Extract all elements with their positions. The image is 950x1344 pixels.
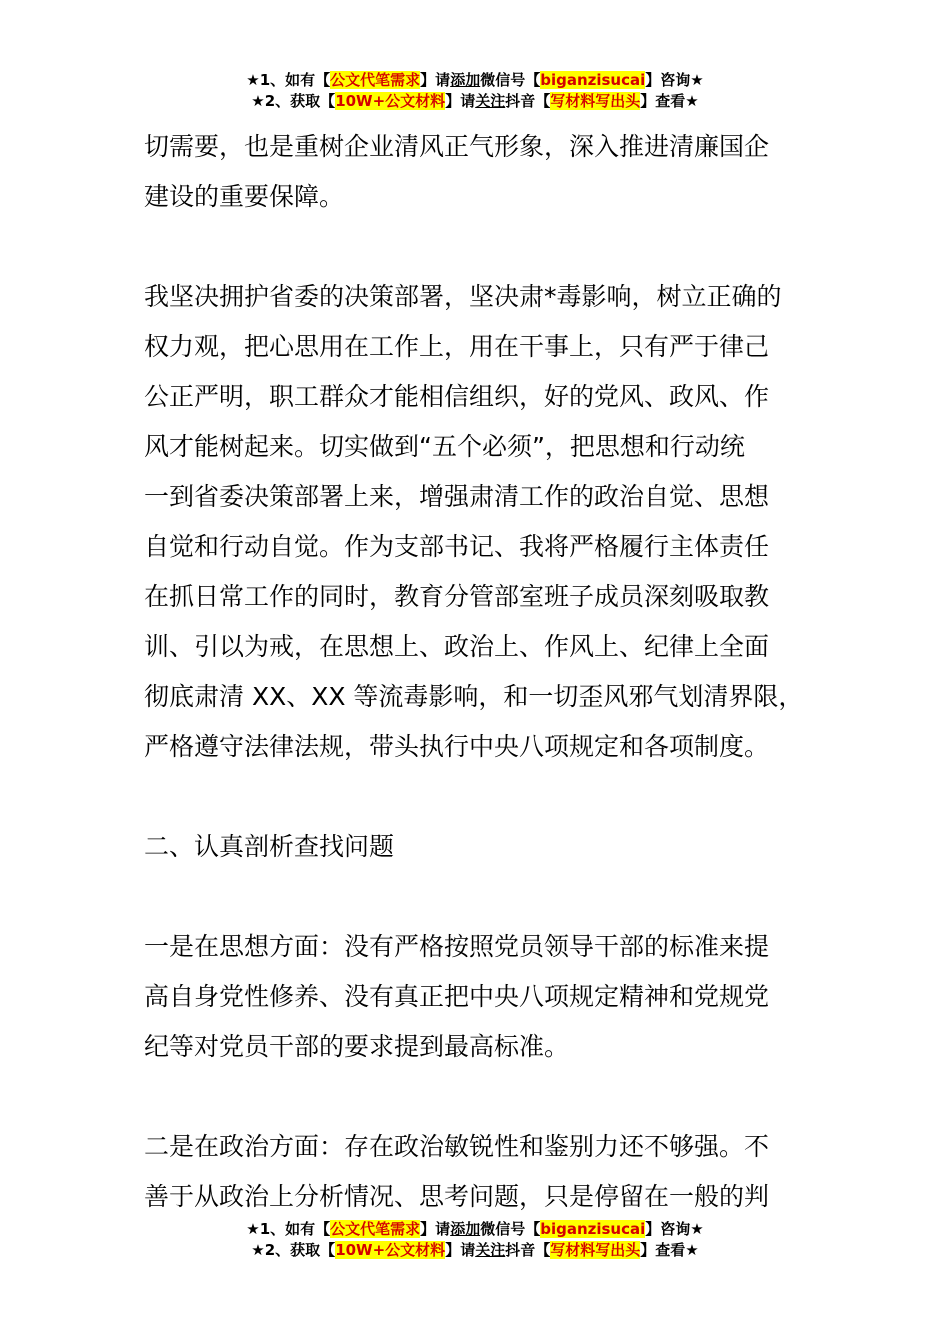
banner-line-2 [0, 91, 950, 112]
text-line: 我坚决拥护省委的决策部署，坚决肃*毒影响，树立正确的 [144, 282, 782, 311]
text-line: 二是在政治方面：存在政治敏锐性和鉴别力还不够强。不 [144, 1132, 770, 1161]
douyin-id-highlight: 写材料写出头 [550, 92, 641, 110]
banner-text: 】请 [445, 92, 476, 110]
wechat-id-highlight: biganzisucai [540, 71, 646, 89]
paragraph-gap [144, 872, 814, 922]
banner-text: 微信号【 [480, 71, 541, 89]
document-body [144, 122, 814, 1222]
text-line: 自觉和行动自觉。作为支部书记、我将严格履行主体责任 [144, 532, 770, 561]
banner-text: 】请 [445, 1241, 476, 1259]
banner-text: ★1、如有【 [246, 71, 331, 89]
banner-underlined-text: 关注 [475, 1241, 506, 1259]
header-banner [0, 70, 950, 112]
banner-underlined-text: 添加 [450, 1220, 481, 1238]
banner-text: ★1、如有【 [246, 1220, 331, 1238]
banner-underlined-text: 添加 [450, 71, 481, 89]
banner-text: 】咨询★ [645, 1220, 704, 1238]
paragraph-2 [144, 272, 814, 772]
banner-underlined-text: 关注 [475, 92, 506, 110]
service-highlight: 公文代笔需求 [330, 71, 421, 89]
banner-text: 】请 [420, 1220, 451, 1238]
banner-text: 】查看★ [640, 1241, 699, 1259]
banner-text: ★2、获取【 [251, 92, 336, 110]
banner-line-1 [0, 1219, 950, 1240]
banner-text: ★2、获取【 [251, 1241, 336, 1259]
wechat-id-highlight: biganzisucai [540, 1220, 646, 1238]
text-line: 风才能树起来。切实做到“五个必须”，把思想和行动统 [144, 432, 745, 461]
paragraph-1 [144, 122, 814, 222]
text-line: 一是在思想方面：没有严格按照党员领导干部的标准来提 [144, 932, 770, 961]
douyin-id-highlight: 写材料写出头 [550, 1241, 641, 1259]
text-line: 训、引以为戒，在思想上、政治上、作风上、纪律上全面 [144, 632, 770, 661]
text-line: 公正严明，职工群众才能相信组织，好的党风、政风、作 [144, 382, 770, 411]
paragraph-3 [144, 922, 814, 1072]
banner-text: 】请 [420, 71, 451, 89]
text-line: 在抓日常工作的同时，教育分管部室班子成员深刻吸取教 [144, 582, 770, 611]
text-line: 严格遵守法律法规，带头执行中央八项规定和各项制度。 [144, 732, 770, 761]
materials-highlight: 10W+公文材料 [335, 1241, 446, 1259]
banner-text: 抖音【 [505, 92, 551, 110]
paragraph-4 [144, 1122, 814, 1222]
banner-line-1 [0, 70, 950, 91]
text-line: 切需要，也是重树企业清风正气形象，深入推进清廉国企 [144, 132, 770, 161]
banner-text: 抖音【 [505, 1241, 551, 1259]
text-line: 建设的重要保障。 [144, 182, 345, 211]
section-heading: 二、认真剖析查找问题 [144, 832, 395, 861]
banner-line-2 [0, 1240, 950, 1261]
text-line: 彻底肃清 XX、XX 等流毒影响，和一切歪风邪气划清界限， [144, 682, 804, 711]
footer-banner [0, 1219, 950, 1261]
materials-highlight: 10W+公文材料 [335, 92, 446, 110]
text-line: 一到省委决策部署上来，增强肃清工作的政治自觉、思想 [144, 482, 770, 511]
banner-text: 微信号【 [480, 1220, 541, 1238]
banner-text: 】查看★ [640, 92, 699, 110]
text-line: 权力观，把心思用在工作上，用在干事上，只有严于律己 [144, 332, 770, 361]
banner-text: 】咨询★ [645, 71, 704, 89]
text-line: 纪等对党员干部的要求提到最高标准。 [144, 1032, 570, 1061]
paragraph-gap [144, 1072, 814, 1122]
service-highlight: 公文代笔需求 [330, 1220, 421, 1238]
paragraph-gap [144, 772, 814, 822]
text-line: 高自身党性修养、没有真正把中央八项规定精神和党规党 [144, 982, 770, 1011]
paragraph-gap [144, 222, 814, 272]
text-line: 善于从政治上分析情况、思考问题，只是停留在一般的判 [144, 1182, 770, 1211]
